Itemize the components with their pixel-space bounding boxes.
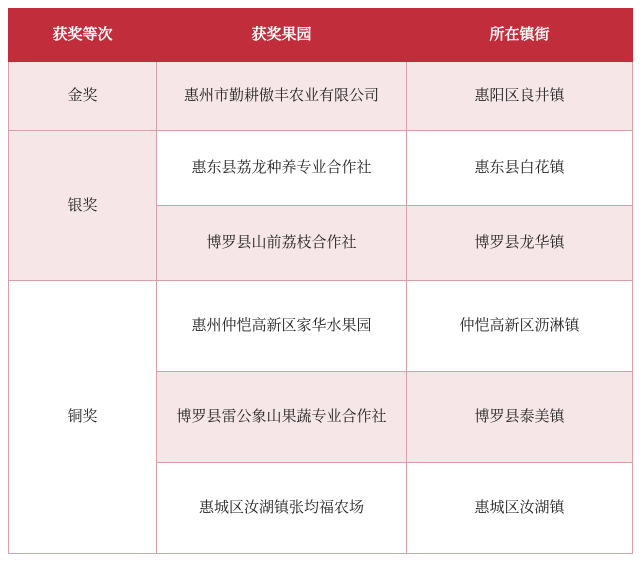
cell-orchard: 博罗县雷公象山果蔬专业合作社 (157, 372, 407, 463)
cell-orchard: 惠城区汝湖镇张均福农场 (157, 463, 407, 554)
table-header-row (9, 9, 633, 62)
table-row (9, 281, 633, 372)
cell-town: 惠城区汝湖镇 (407, 463, 633, 554)
table-row (9, 131, 633, 206)
cell-orchard: 博罗县山前荔枝合作社 (157, 206, 407, 281)
table-body (9, 62, 633, 554)
cell-award-level: 金奖 (9, 62, 157, 131)
cell-orchard: 惠州市勤耕傲丰农业有限公司 (157, 62, 407, 131)
table-row (9, 62, 633, 131)
cell-town: 博罗县龙华镇 (407, 206, 633, 281)
cell-town: 惠阳区良井镇 (407, 62, 633, 131)
cell-award-level: 铜奖 (9, 281, 157, 554)
cell-town: 惠东县白花镇 (407, 131, 633, 206)
cell-orchard: 惠州仲恺高新区家华水果园 (157, 281, 407, 372)
cell-town: 仲恺高新区沥淋镇 (407, 281, 633, 372)
column-header-orchard: 获奖果园 (157, 9, 407, 62)
table-header (9, 9, 633, 62)
column-header-award-level: 获奖等次 (9, 9, 157, 62)
cell-orchard: 惠东县荔龙种养专业合作社 (157, 131, 407, 206)
column-header-town: 所在镇街 (407, 9, 633, 62)
award-table (8, 8, 633, 554)
cell-award-level: 银奖 (9, 131, 157, 281)
cell-town: 博罗县泰美镇 (407, 372, 633, 463)
